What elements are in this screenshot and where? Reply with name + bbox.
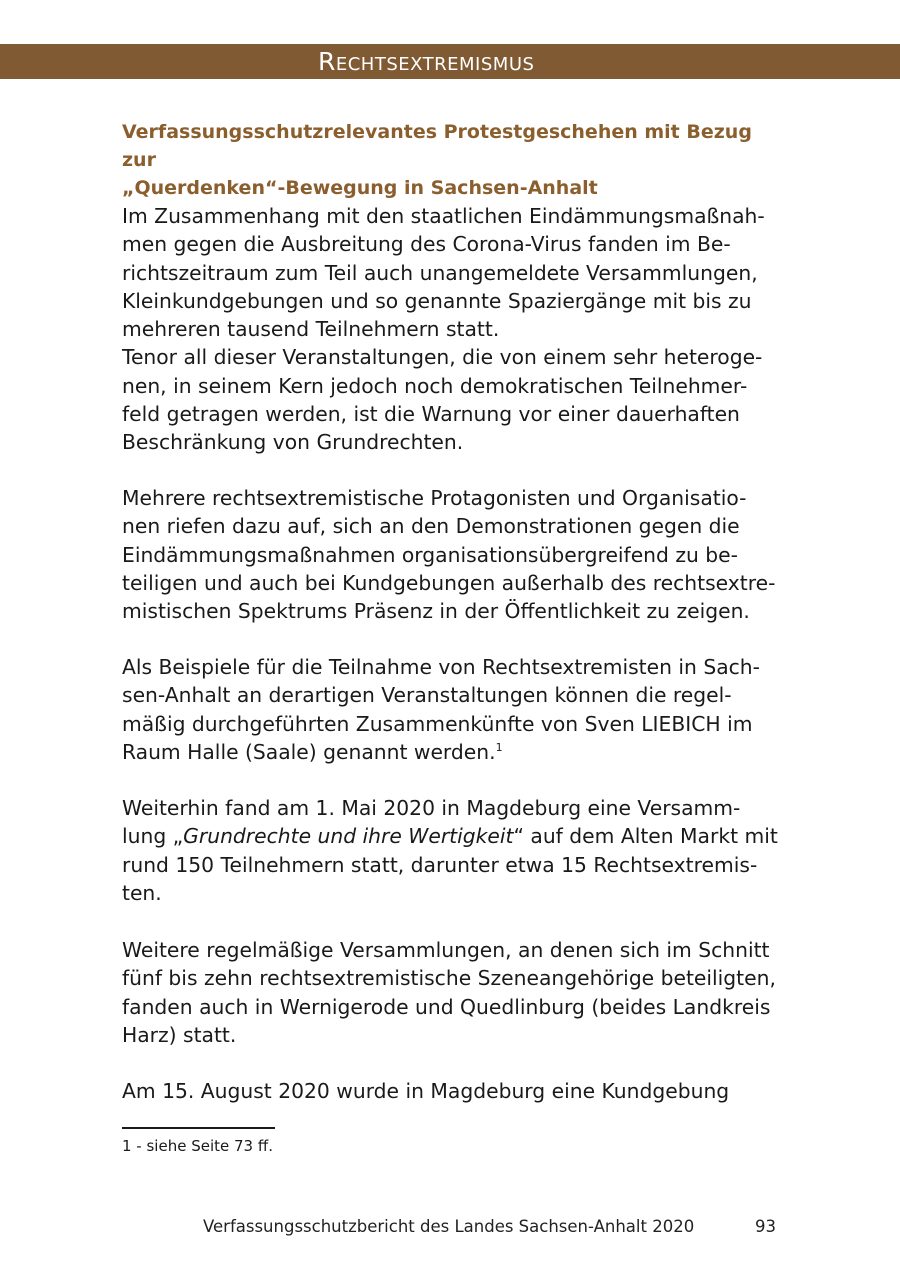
footnote-reference: 1 <box>495 741 503 755</box>
text-line: nen, in seinem Kern jedoch noch demokratischen Teilnehmer- <box>122 373 748 398</box>
text-line: Als Beispiele für die Teilnahme von Rechtsextremisten in Sach- <box>122 655 760 679</box>
text-line: mehreren tausend Teilnehmern statt. <box>122 317 500 342</box>
text-line: Weitere regelmäßige Versammlungen, an denen sich im Schnitt <box>122 938 770 962</box>
text-line: richtszeitraum zum Teil auch unangemeldete Versammlungen, <box>122 260 758 285</box>
text-line: mistischen Spektrums Präsenz in der Öffentlichkeit zu zeigen. <box>122 599 750 624</box>
section-title: Rechtsextremismus <box>318 47 535 76</box>
text-line: Tenor all dieser Veranstaltungen, die von einem sehr heteroge- <box>122 345 763 370</box>
heading-line: Verfassungsschutzrelevantes Protestgeschehen mit Bezug zur <box>122 121 752 171</box>
text-segment: “ auf dem Alten Markt mit <box>513 824 778 849</box>
article-heading <box>122 118 782 202</box>
paragraph-1 <box>122 202 782 457</box>
text-line: mäßig durchgeführten Zusammenkünfte von Sven LIEBICH im <box>122 711 753 736</box>
text-line: Mehrere rechtsextremistische Protagonisten und Organisatio- <box>122 486 747 510</box>
text-line: nen riefen dazu auf, sich an den Demonstrationen gegen die <box>122 514 740 539</box>
text-segment: lung „ <box>122 824 184 849</box>
text-line: fanden auch in Wernigerode und Quedlinburg (beides Landkreis <box>122 994 771 1019</box>
paragraph-5 <box>122 936 782 1049</box>
heading-line: „Querdenken“-Bewegung in Sachsen-Anhalt <box>122 177 598 199</box>
paragraph-2 <box>122 484 782 625</box>
text-line: feld getragen werden, ist die Warnung vor einer dauerhaften <box>122 402 740 427</box>
text-line: teiligen und auch bei Kundgebungen außerhalb des rechtsextre- <box>122 570 776 595</box>
text-line: Beschränkung von Grundrechten. <box>122 430 464 455</box>
footer-text: Verfassungsschutzbericht des Landes Sachsen-Anhalt 2020 <box>203 1217 695 1236</box>
paragraph-3 <box>122 653 782 766</box>
text-segment: Raum Halle (Saale) genannt werden. <box>122 739 496 764</box>
text-line: Am 15. August 2020 wurde in Magdeburg eine Kundgebung <box>122 1079 730 1103</box>
text-line <box>122 738 782 766</box>
text-line: sen-Anhalt an derartigen Veranstaltungen können die regel- <box>122 683 732 708</box>
text-line: Im Zusammenhang mit den staatlichen Eindämmungsmaßnah- <box>122 204 765 228</box>
text-line: Harz) statt. <box>122 1022 237 1047</box>
paragraph-4 <box>122 794 782 907</box>
text-line: Eindämmungsmaßnahmen organisationsübergreifend zu be- <box>122 542 738 567</box>
text-line <box>122 822 782 850</box>
event-title: Grundrechte und ihre Wertigkeit <box>183 824 514 849</box>
text-line: men gegen die Ausbreitung des Corona-Virus fanden im Be- <box>122 232 731 257</box>
footnote: 1 - siehe Seite 73 ff. <box>122 1137 273 1155</box>
footnote-divider <box>122 1127 275 1129</box>
text-line: rund 150 Teilnehmern statt, darunter etwa 15 Rechtsextremis- <box>122 852 758 877</box>
text-line: Weiterhin fand am 1. Mai 2020 in Magdeburg eine Versamm- <box>122 796 741 820</box>
page-number: 93 <box>755 1217 776 1236</box>
paragraph-6 <box>122 1077 782 1105</box>
text-line: Kleinkundgebungen und so genannte Spaziergänge mit bis zu <box>122 288 752 313</box>
text-line: ten. <box>122 880 162 905</box>
text-line: fünf bis zehn rechtsextremistische Szeneangehörige beteiligten, <box>122 966 776 991</box>
